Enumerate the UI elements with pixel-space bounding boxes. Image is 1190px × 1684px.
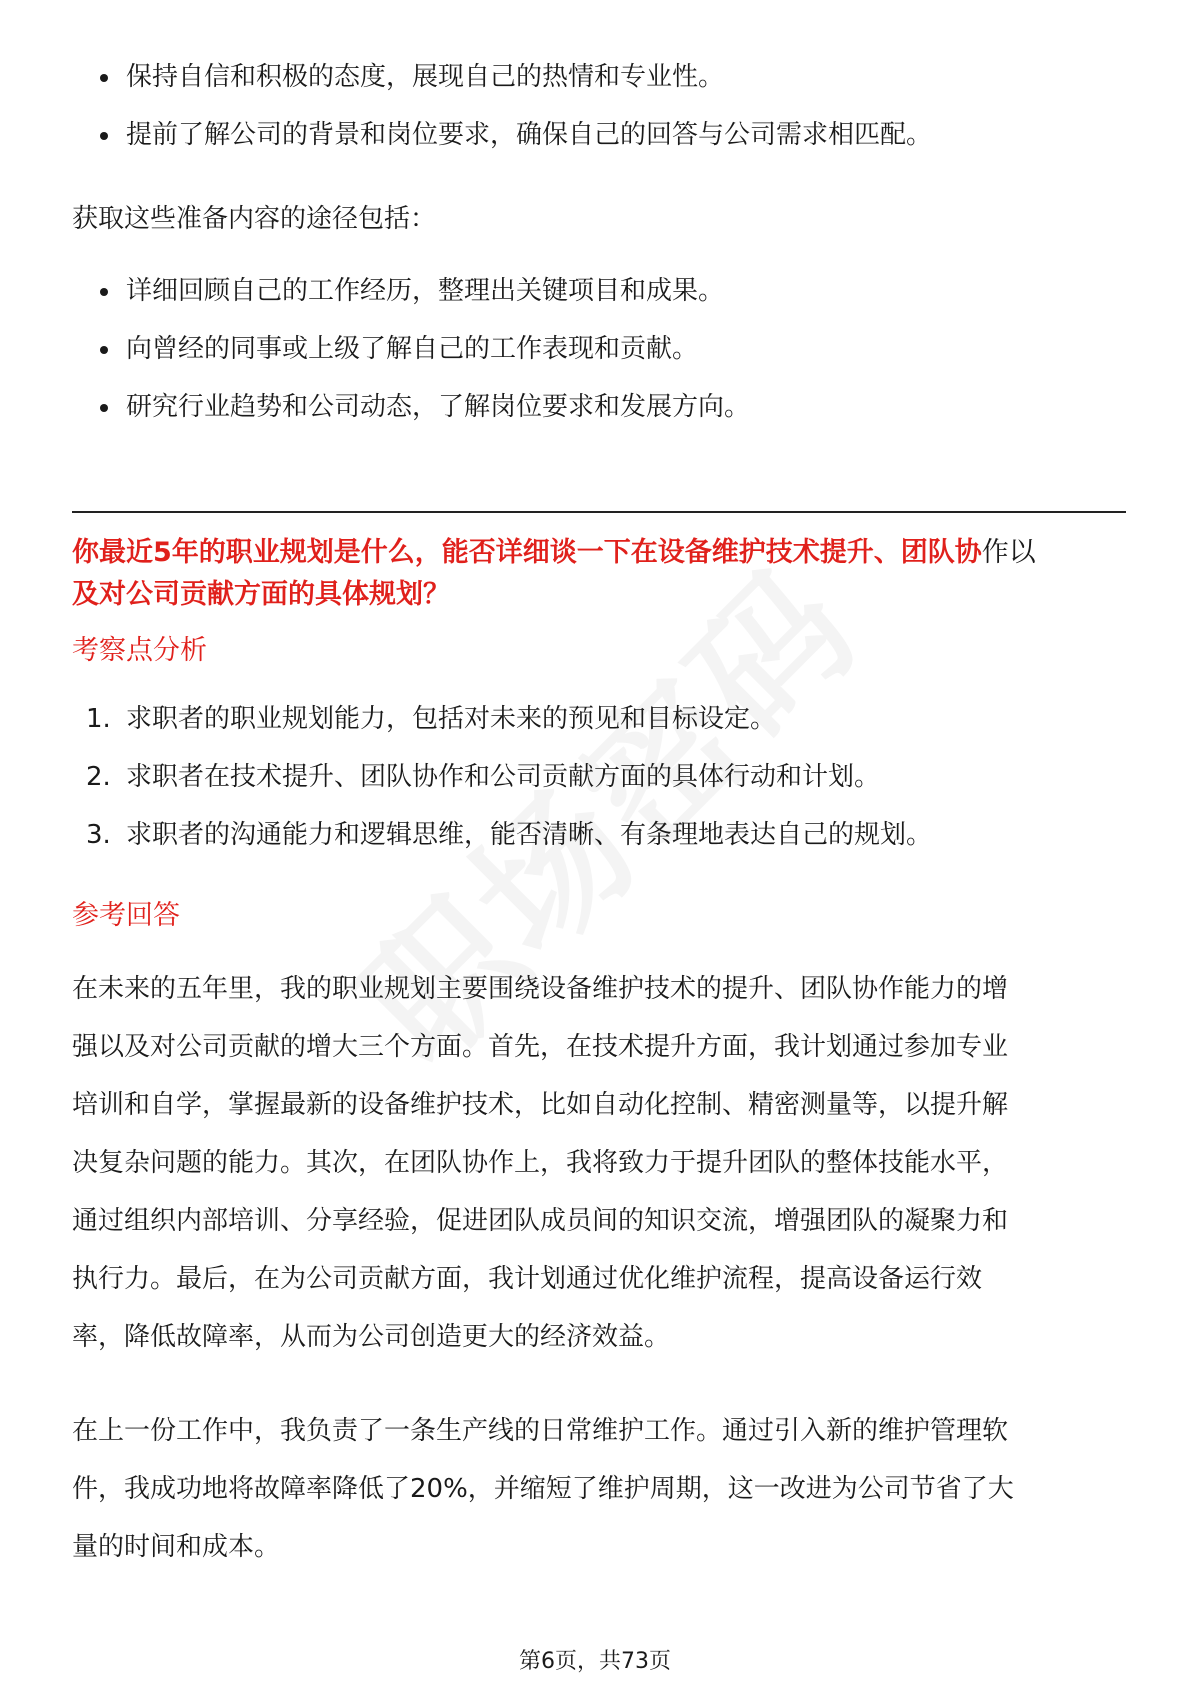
paragraph-line: 在上一份工作中，我负责了一条生产线的日常维护工作。通过引入新的维护管理软: [72, 1416, 1009, 1446]
intro-bullet-list: [72, 48, 1132, 164]
paragraph-line: 通过组织内部培训、分享经验，促进团队成员间的知识交流，增强团队的凝聚力和: [72, 1206, 1009, 1236]
analysis-list: [72, 690, 1132, 864]
list-item: [72, 806, 1132, 864]
ways-intro: 获取这些准备内容的途径包括：: [72, 204, 437, 234]
paragraph-line: 在未来的五年里，我的职业规划主要围绕设备维护技术的提升、团队协作能力的增: [72, 974, 1009, 1004]
list-text: 求职者的沟通能力和逻辑思维，能否清晰、有条理地表达自己的规划。: [126, 820, 933, 850]
list-item: 向曾经的同事或上级了解自己的工作表现和贡献。: [72, 320, 1132, 378]
paragraph-line: 决复杂问题的能力。其次，在团队协作上，我将致力于提升团队的整体技能水平，: [72, 1148, 1009, 1178]
ways-bullet-list: [72, 262, 1132, 436]
paragraph-line: 培训和自学，掌握最新的设备维护技术，比如自动化控制、精密测量等，以提升解: [72, 1090, 1009, 1120]
section-divider: [72, 511, 1126, 513]
paragraph-line: 件，我成功地将故障率降低了20%，并缩短了维护周期，这一改进为公司节省了大: [72, 1474, 1014, 1504]
list-text: 求职者的职业规划能力，包括对未来的预见和目标设定。: [126, 704, 777, 734]
answer-paragraph-2: [72, 1402, 1132, 1576]
analysis-heading: 考察点分析: [72, 635, 207, 666]
question-title: [72, 532, 1132, 616]
answer-heading: 参考回答: [72, 900, 180, 931]
list-item: 提前了解公司的背景和岗位要求，确保自己的回答与公司需求相匹配。: [72, 106, 1132, 164]
list-number: 2.: [86, 762, 111, 792]
page-footer: 第6页，共73页: [519, 1649, 671, 1674]
list-text: 求职者在技术提升、团队协作和公司贡献方面的具体行动和计划。: [126, 762, 881, 792]
list-number: 1.: [86, 704, 111, 734]
question-black-text: 作以: [981, 537, 1036, 568]
question-red-text: 你最近5年的职业规划是什么，能否详细谈一下在设备维护技术提升、团队协: [72, 537, 982, 568]
answer-paragraph-1: [72, 960, 1132, 1366]
question-line2: 及对公司贡献方面的具体规划？: [72, 579, 450, 610]
paragraph-line: 量的时间和成本。: [72, 1532, 281, 1562]
paragraph-line: 率，降低故障率，从而为公司创造更大的经济效益。: [72, 1322, 671, 1352]
paragraph-line: 强以及对公司贡献的增大三个方面。首先，在技术提升方面，我计划通过参加专业: [72, 1032, 1009, 1062]
paragraph-line: 执行力。最后，在为公司贡献方面，我计划通过优化维护流程，提高设备运行效: [72, 1264, 983, 1294]
list-item: 保持自信和积极的态度，展现自己的热情和专业性。: [72, 48, 1132, 106]
list-item: 研究行业趋势和公司动态，了解岗位要求和发展方向。: [72, 378, 1132, 436]
list-item: [72, 748, 1132, 806]
list-number: 3.: [86, 820, 111, 850]
list-item: [72, 690, 1132, 748]
list-item: 详细回顾自己的工作经历，整理出关键项目和成果。: [72, 262, 1132, 320]
